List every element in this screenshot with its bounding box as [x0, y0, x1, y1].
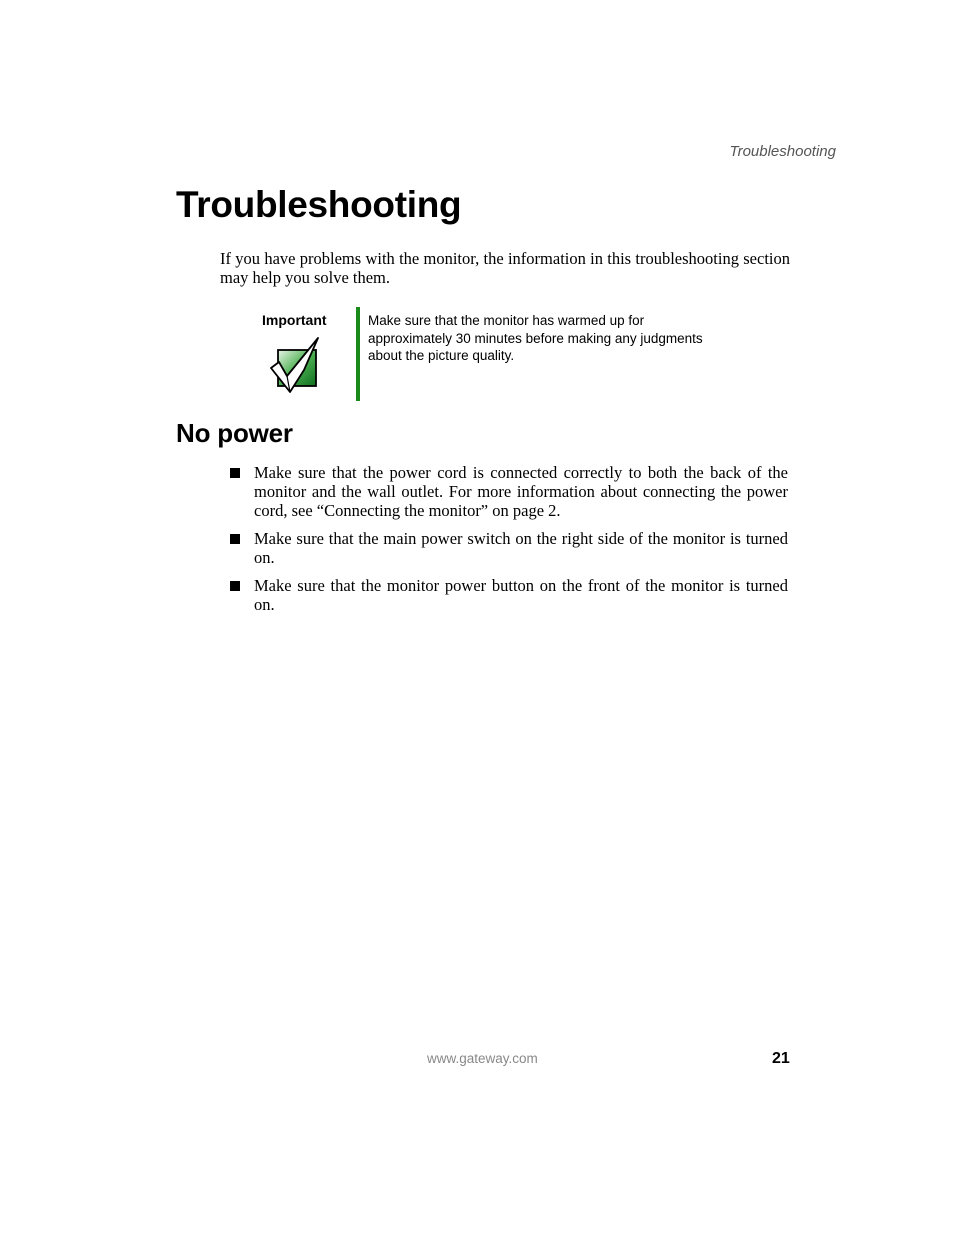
list-item — [230, 463, 788, 520]
intro-paragraph: If you have problems with the monitor, the information in this troubleshooting section may help you solve them. — [220, 249, 790, 287]
note-accent-bar — [356, 307, 360, 401]
bullet-square-icon — [230, 581, 240, 591]
list-item — [230, 576, 788, 614]
bullet-square-icon — [230, 468, 240, 478]
page-number: 21 — [772, 1050, 790, 1067]
important-label: Important — [262, 312, 327, 328]
bullet-square-icon — [230, 534, 240, 544]
list-item-text: Make sure that the power cord is connected correctly to both the back of the monitor and the wall outlet. For more information about connecting the power cord, see “Connecting the monitor” on page 2. — [254, 463, 788, 520]
bullet-list — [230, 463, 788, 623]
section-title: No power — [176, 418, 293, 448]
checkmark-icon — [268, 336, 322, 394]
running-header: Troubleshooting — [729, 143, 836, 160]
page-title: Troubleshooting — [176, 184, 462, 225]
list-item — [230, 529, 788, 567]
list-item-text: Make sure that the main power switch on the right side of the monitor is turned on. — [254, 529, 788, 567]
important-note-text: Make sure that the monitor has warmed up for approximately 30 minutes before making any judgments about the picture quality. — [368, 313, 703, 363]
footer-url: www.gateway.com — [427, 1051, 538, 1066]
list-item-text: Make sure that the monitor power button on the front of the monitor is turned on. — [254, 576, 788, 614]
